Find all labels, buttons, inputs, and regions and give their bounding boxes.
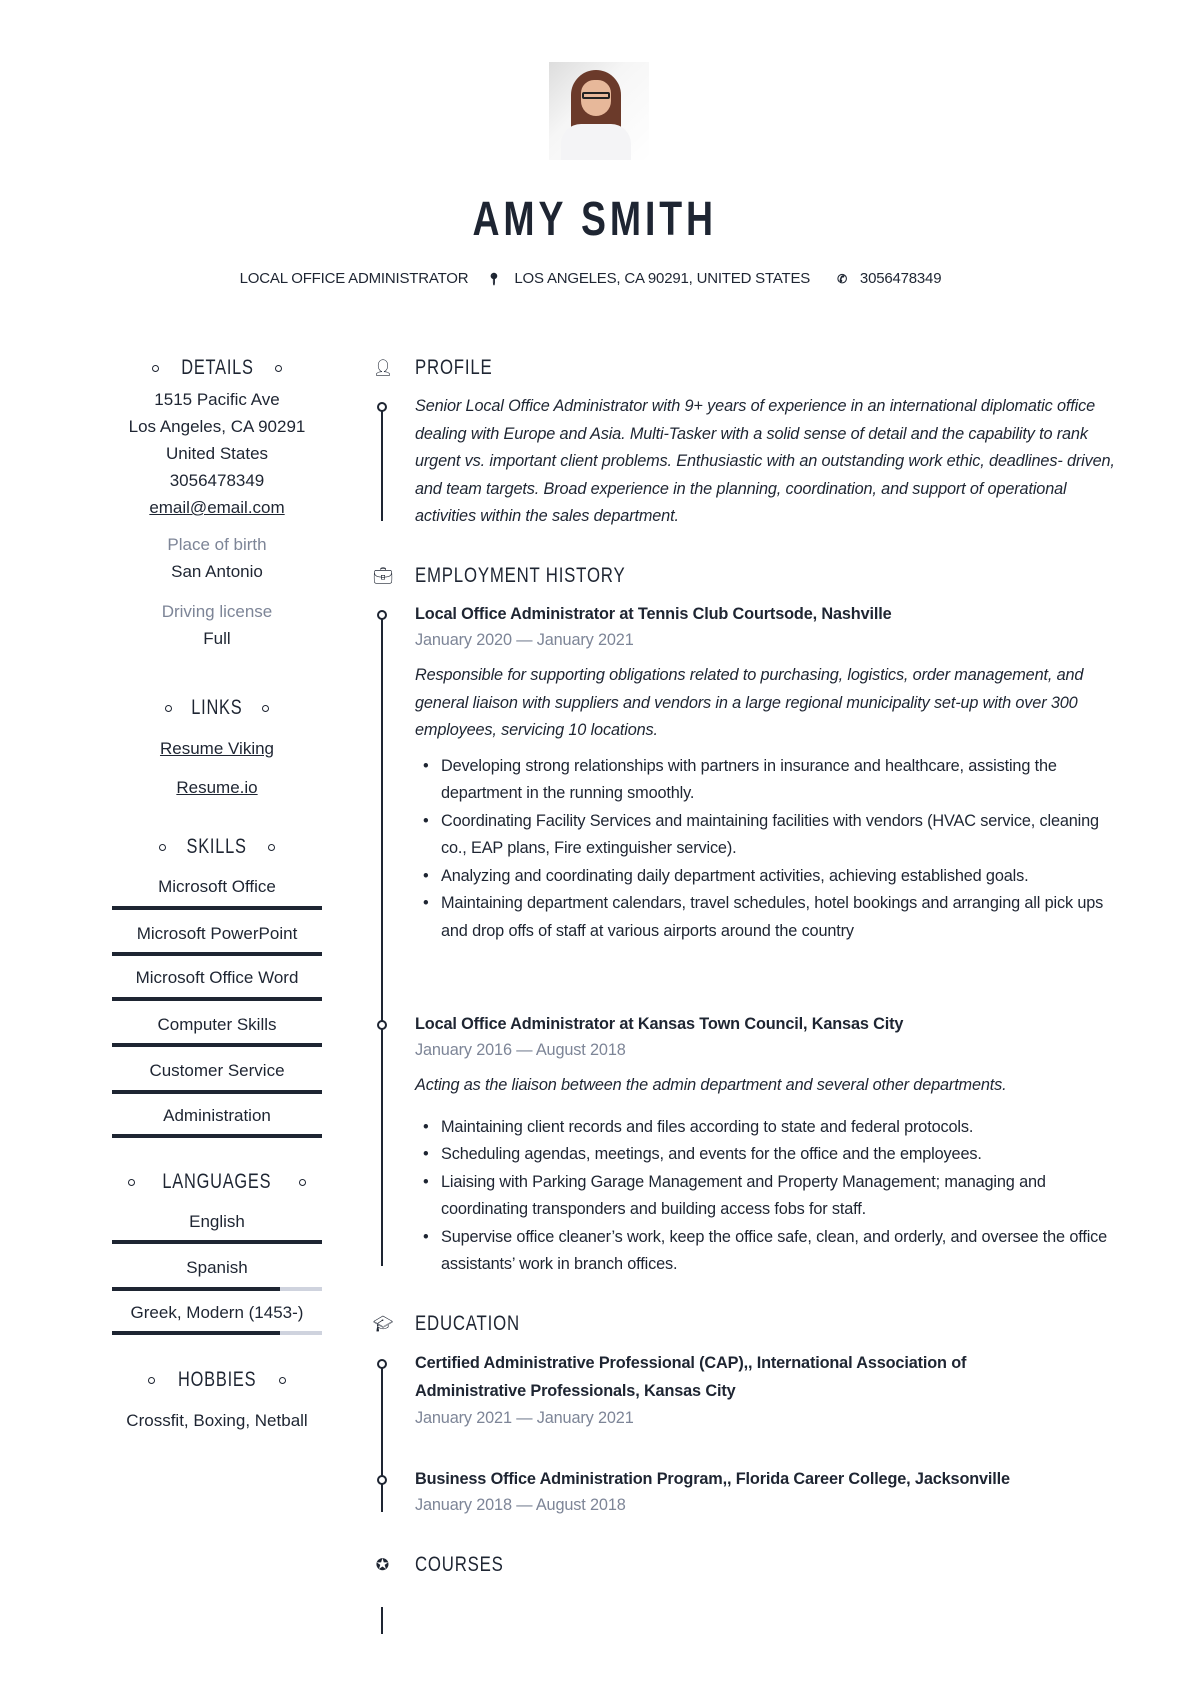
link-resume-io[interactable]: Resume.io	[176, 778, 258, 797]
skill-level-fill	[112, 1043, 322, 1047]
skill-name: Microsoft Office Word	[135, 968, 299, 987]
language-level-fill	[112, 1287, 280, 1291]
details-section	[112, 354, 322, 652]
skill-name: Customer Service	[149, 1061, 285, 1080]
details-heading: DETAILS	[112, 354, 322, 381]
badge-check-icon: ✪	[375, 1557, 391, 1574]
profile-text: Senior Local Office Administrator with 9+ years of experience in an international diplomatic office dealing with Europe and Asia. Multi-Tasker with a solid sense of detail and the capability to rank urgent vs. important client problems. Enthusiastic with an outstanding work ethic, deadlines- driven, and team targets. Broad experience in the planning, coordination, and support of operational activities within the sales department.	[415, 397, 1115, 525]
job-2	[415, 1011, 1127, 1279]
job-desc: Acting as the liaison between the admin department and several other departments.	[415, 1076, 1007, 1094]
timeline-line	[381, 1607, 383, 1634]
timeline-dot	[377, 1475, 387, 1485]
job-bullets: • Developing strong relationships with partners in insurance and healthcare, assisting the department in the running smoothly. • Coordinating Facility Services and maintaining facilities with vendors (HVAC service, cleaning co., EAP plans, Fire extinguisher service). • Analyzing and coordinating daily department activities, achieving established goals. • Maintaining department calendars, travel schedules, hotel bookings and arranging all pick ups and drop offs of staff at various airports around the country	[441, 753, 1127, 946]
address-line: United States	[165, 444, 269, 463]
job-title: Local Office Administrator at Kansas Town Council, Kansas City	[415, 1015, 904, 1033]
ring-icon	[268, 844, 275, 851]
timeline-line	[381, 410, 383, 521]
job-desc: Responsible for supporting obligations related to purchasing, logistics, order management, and general liaison with suppliers and vendors in a large regional municipality set-up with over 300 employees, servicing 10 locations.	[415, 666, 1084, 739]
timeline-dot	[377, 1020, 387, 1030]
skill-level-fill	[112, 1090, 322, 1094]
timeline-line	[381, 618, 383, 1266]
language-name: English	[189, 1212, 245, 1231]
address-line: Los Angeles, CA 90291	[128, 417, 306, 436]
phone: ✆ 3056478349	[837, 270, 942, 287]
timeline-line	[381, 1367, 383, 1512]
birth-value: San Antonio	[171, 562, 263, 581]
ring-icon	[152, 365, 159, 372]
header-info	[0, 270, 1190, 287]
birth-label: Place of birth	[167, 535, 267, 554]
language-level-bar	[112, 1240, 322, 1244]
skill-level-fill	[112, 997, 322, 1001]
skill-level-fill	[112, 1134, 322, 1138]
job-dates: January 2016 — August 2018	[415, 1040, 626, 1059]
ring-icon	[262, 705, 269, 712]
language-level-bar	[112, 1287, 322, 1291]
profile-photo	[549, 62, 649, 160]
license-label: Driving license	[161, 602, 273, 621]
language-name: Spanish	[186, 1258, 248, 1277]
education-item: Business Office Administration Program,, Florida Career College, Jacksonville January 2018 — August 2018	[415, 1470, 1010, 1514]
language-level-bar	[112, 1331, 322, 1335]
skill-level-bar	[112, 997, 322, 1001]
location: 📍︎ LOS ANGELES, CA 90291, UNITED STATES	[486, 270, 811, 287]
skill-level-bar	[112, 906, 322, 910]
ring-icon	[279, 1377, 286, 1384]
language-level-fill	[112, 1240, 322, 1244]
skills-heading: SKILLS	[112, 833, 322, 860]
phone-line: 3056478349	[169, 471, 265, 490]
graduation-cap-icon: 🎓︎	[373, 1316, 395, 1333]
skill-name: Microsoft Office	[158, 877, 276, 896]
skill-level-bar	[112, 1043, 322, 1047]
education-item: Certified Administrative Professional (CAP),, International Association of Administrative Professionals, Kansas City January 2021 — January 2021	[415, 1354, 967, 1427]
hobbies-section: HOBBIES Crossfit, Boxing, Netball	[112, 1366, 322, 1434]
job-dates: January 2020 — January 2021	[415, 630, 634, 649]
job-1	[415, 601, 1127, 945]
ring-icon	[148, 1377, 155, 1384]
license-value: Full	[203, 629, 231, 648]
ring-icon	[299, 1179, 306, 1186]
links-section: LINKS Resume Viking Resume.io	[112, 694, 322, 801]
language-level-fill	[112, 1331, 280, 1335]
ring-icon	[165, 705, 172, 712]
skill-level-fill	[112, 906, 322, 910]
briefcase-icon: 💼︎	[373, 568, 395, 585]
job-bullets: • Maintaining client records and files according to state and federal protocols. • Scheduling agendas, meetings, and events for the office and the employees. • Liaising with Parking Garage Management and Property Management; managing and coordinating transponders and building access fobs for staff. • Supervise office cleaner’s work, keep the office safe, clean, and orderly, and oversee the office assistants’ work in branch offices.	[441, 1114, 1127, 1279]
job-title: LOCAL OFFICE ADMINISTRATOR	[239, 270, 469, 287]
ring-icon	[159, 844, 166, 851]
skill-level-bar	[112, 952, 322, 956]
hobbies-text: Crossfit, Boxing, Netball	[126, 1411, 308, 1430]
address-line: 1515 Pacific Ave	[154, 390, 280, 409]
email-link[interactable]: email@email.com	[149, 498, 285, 517]
ring-icon	[128, 1179, 135, 1186]
phone-icon: ✆	[837, 272, 847, 286]
pin-icon: 📍︎	[486, 272, 502, 286]
skill-name: Administration	[163, 1106, 271, 1125]
skill-name: Computer Skills	[157, 1015, 277, 1034]
candidate-name: AMY SMITH	[472, 193, 718, 246]
ring-icon	[275, 365, 282, 372]
language-name: Greek, Modern (1453-)	[130, 1303, 304, 1322]
skill-name: Microsoft PowerPoint	[136, 924, 298, 943]
skill-level-bar	[112, 1134, 322, 1138]
skill-level-bar	[112, 1090, 322, 1094]
person-icon: 👤︎	[373, 360, 395, 377]
link-resume-viking[interactable]: Resume Viking	[159, 739, 275, 758]
languages-heading: LANGUAGES	[112, 1168, 322, 1195]
job-title: Local Office Administrator at Tennis Club Courtsode, Nashville	[415, 605, 892, 623]
skill-level-fill	[112, 952, 322, 956]
